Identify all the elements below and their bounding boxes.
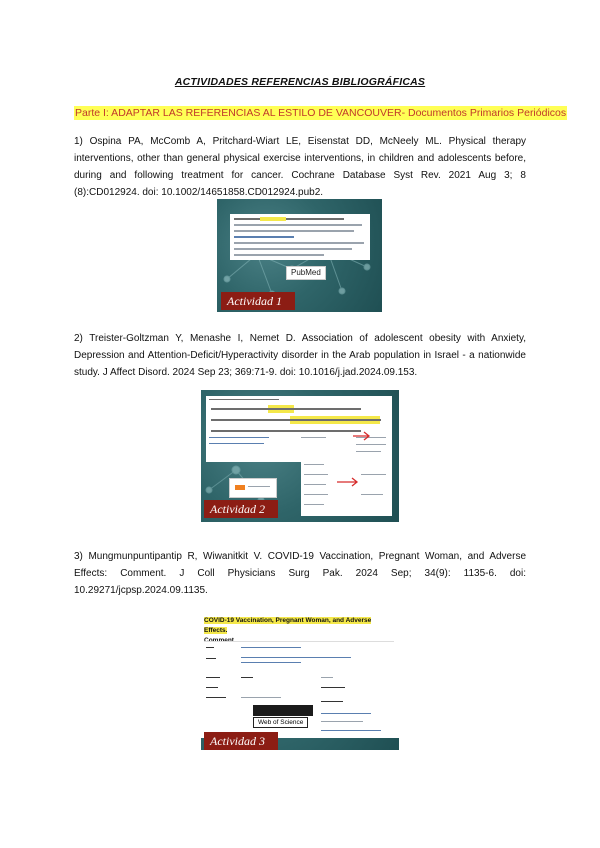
activity-1-banner: Actividad 1 [221, 292, 295, 310]
activity-2-image [201, 390, 399, 522]
screenshot-title: COVID-19 Vaccination, Pregnant Woman, and Adverse Effects. [204, 617, 372, 634]
activity-2-banner: Actividad 2 [204, 500, 278, 518]
part-heading: Parte I: ADAPTAR LAS REFERENCIAS AL ESTILO DE VANCOUVER- Documentos Primarios Periódicos [75, 107, 567, 119]
activity-3-image [201, 613, 399, 750]
activity-1-image [217, 199, 382, 312]
document-title: ACTIVIDADES REFERENCIAS BIBLIOGRÁFICAS [174, 76, 426, 88]
citation-card [230, 214, 370, 260]
reference-1: 1) Ospina PA, McComb A, Pritchard-Wiart LE, Eisenstat DD, McNeely ML. Physical therapy interventions, other than general physical exercise interventions, in children and adolescents before, during and following treatment for cancer. Cochrane Database Syst Rev. 2021 Aug 3; 8 (8):CD012924. doi: 10.1002/14651858.CD012924.pub2. [74, 136, 526, 198]
web-of-science-badge: Web of Science [253, 717, 308, 728]
pubmed-badge: PubMed [286, 266, 326, 280]
activity-3-banner: Actividad 3 [204, 732, 278, 750]
dark-pill-button [253, 705, 313, 716]
reference-3: 3) Mungmunpuntipantip R, Wiwanitkit V. COVID-19 Vaccination, Pregnant Woman, and Adverse Effects: Comment. J Coll Physicians Surg Pak. 2024 Sep; 34(9): 1135-6. doi: 10.29271/jcpsp.2024.09.1135. [74, 551, 526, 596]
reference-2: 2) Treister-Goltzman Y, Menashe I, Nemet D. Association of adolescent obesity with Anxiety, Depression and Attention-Deficit/Hyperactivity disorder in the Arab population in Israel - a nationwide study. J Affect Disord. 2024 Sep 23; 369:71-9. doi: 10.1016/j.jad.2024.09.153. [74, 333, 526, 378]
journal-logo-box [229, 478, 277, 498]
